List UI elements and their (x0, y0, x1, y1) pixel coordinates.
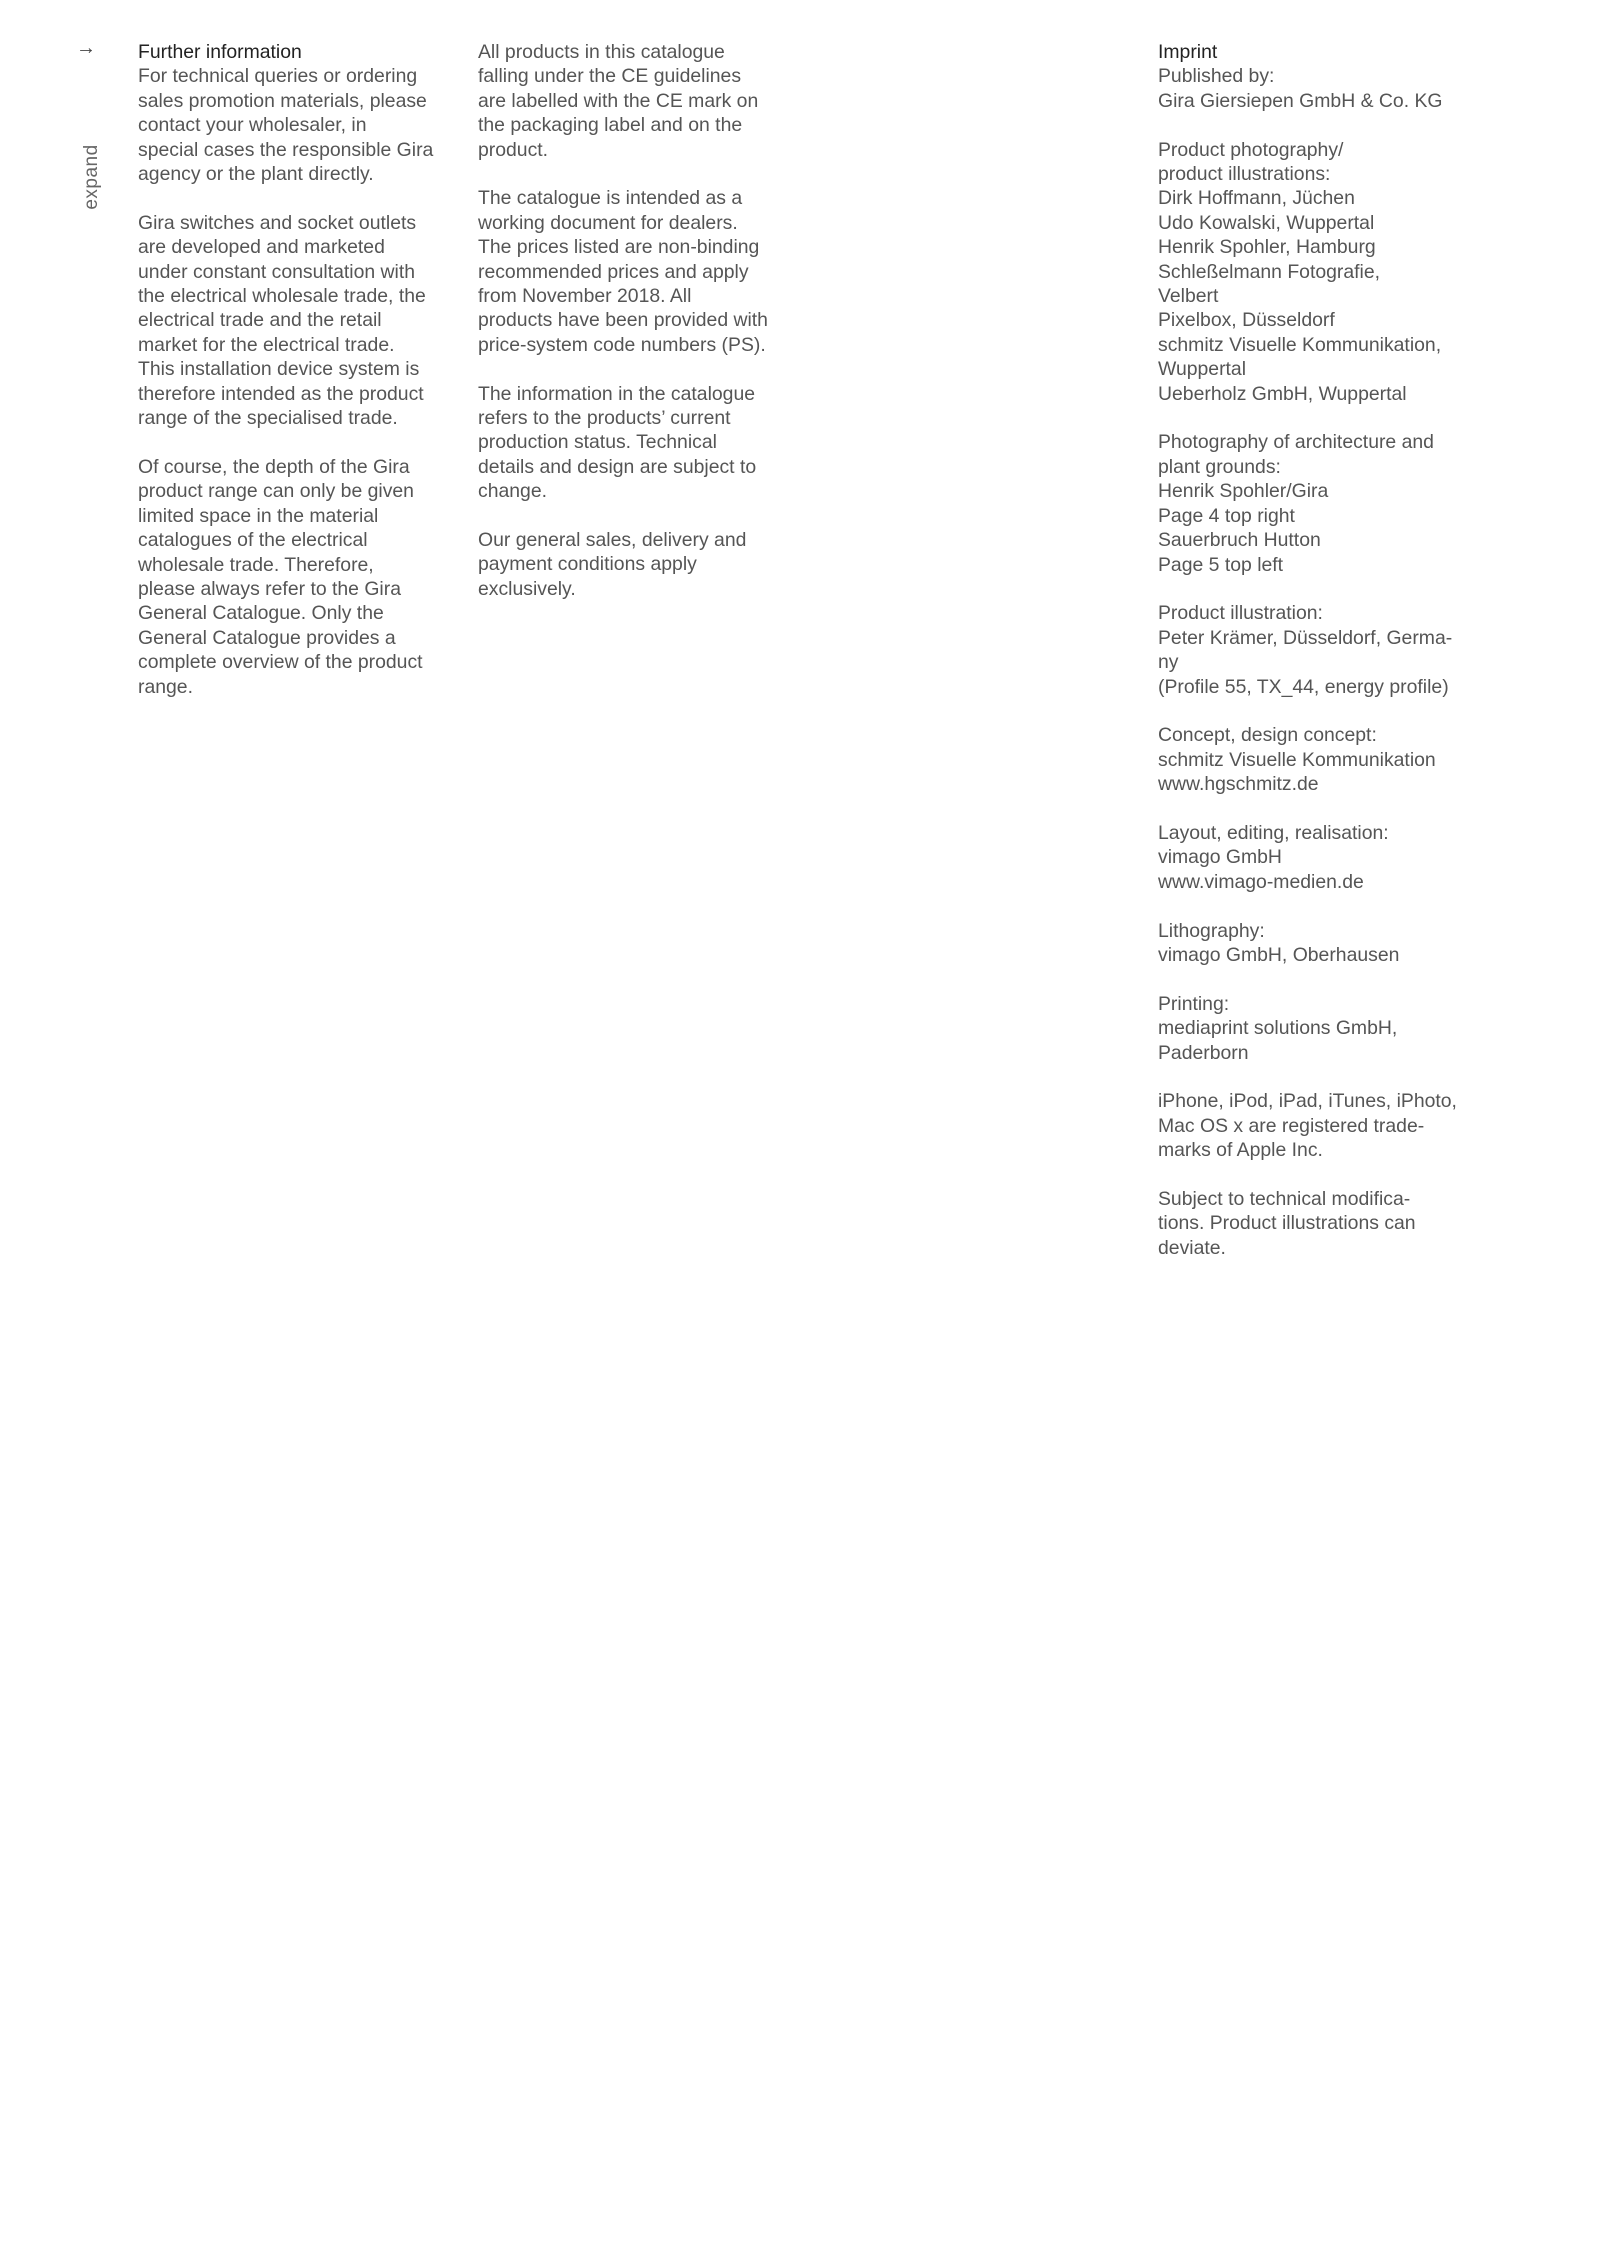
expand-label[interactable]: expand (81, 144, 102, 210)
imprint-column (1158, 40, 1488, 1285)
further-information-paragraph: Of course, the depth of the Gira product range can only be given limited space in the material catalogues of the electrical wholesale trade. Therefore, please always refer to the Gira General Catalogue. Only the General Catalogue provides a complete overview of the product range. (138, 455, 423, 698)
imprint-printing: Printing: mediaprint solutions GmbH, Paderborn (1158, 992, 1398, 1064)
side-nav[interactable] (72, 36, 102, 210)
imprint-trademarks: iPhone, iPod, iPad, iTunes, iPhoto, Mac OS x are registered trade- marks of Apple Inc. (1158, 1090, 1457, 1162)
further-information-heading: Further information (138, 41, 302, 63)
catalogue-notes-column (478, 40, 808, 626)
arrow-right-icon[interactable]: → (76, 37, 96, 59)
catalogue-note-paragraph: The catalogue is intended as a working document for dealers. The prices listed are non-binding recommended prices and apply from November 2018. All products have been provided with price-system code numbers (PS). (478, 187, 768, 356)
imprint-disclaimer: Subject to technical modifica- tions. Product illustrations can deviate. (1158, 1187, 1416, 1259)
further-information-paragraph: For technical queries or ordering sales promotion materials, please contact your wholesaler, in special cases the responsible Gira agency or the plant directly. (138, 65, 434, 186)
imprint-architecture-photography: Photography of architecture and plant grounds: Henrik Spohler/Gira Page 4 top right Sauerbruch Hutton Page 5 top left (1158, 431, 1434, 576)
imprint-publisher: Published by: Gira Giersiepen GmbH & Co. KG (1158, 65, 1443, 112)
further-information-column (138, 40, 458, 723)
imprint-photography-credits: Product photography/ product illustrations: Dirk Hoffmann, Jüchen Udo Kowalski, Wuppertal Henrik Spohler, Hamburg Schleßelmann Fotografie, Velbert Pixelbox, Düsseldorf schmitz Visuelle Kommunikation, Wuppertal Ueberholz GmbH, Wuppertal (1158, 138, 1442, 405)
imprint-layout: Layout, editing, realisation: vimago GmbH www.vimago-medien.de (1158, 821, 1389, 893)
catalogue-note-paragraph: The information in the catalogue refers to the products’ current production status. Technical details and design are subject to change. (478, 382, 757, 503)
imprint-product-illustration: Product illustration: Peter Krämer, Düsseldorf, Germa- ny (Profile 55, TX_44, energy profile) (1158, 602, 1453, 698)
imprint-lithography: Lithography: vimago GmbH, Oberhausen (1158, 919, 1400, 966)
imprint-heading: Imprint (1158, 41, 1218, 63)
further-information-paragraph: Gira switches and socket outlets are developed and marketed under constant consultation with the electrical wholesale trade, the electrical trade and the retail market for the electrical trade. This installation device system is therefore intended as the product range of the specialised trade. (138, 211, 426, 430)
catalogue-note-paragraph: Our general sales, delivery and payment conditions apply exclusively. (478, 529, 747, 600)
imprint-concept: Concept, design concept: schmitz Visuelle Kommunikation www.hgschmitz.de (1158, 724, 1436, 796)
catalogue-note-paragraph: All products in this catalogue falling under the CE guidelines are labelled with the CE mark on the packaging label and on the product. (478, 41, 759, 161)
